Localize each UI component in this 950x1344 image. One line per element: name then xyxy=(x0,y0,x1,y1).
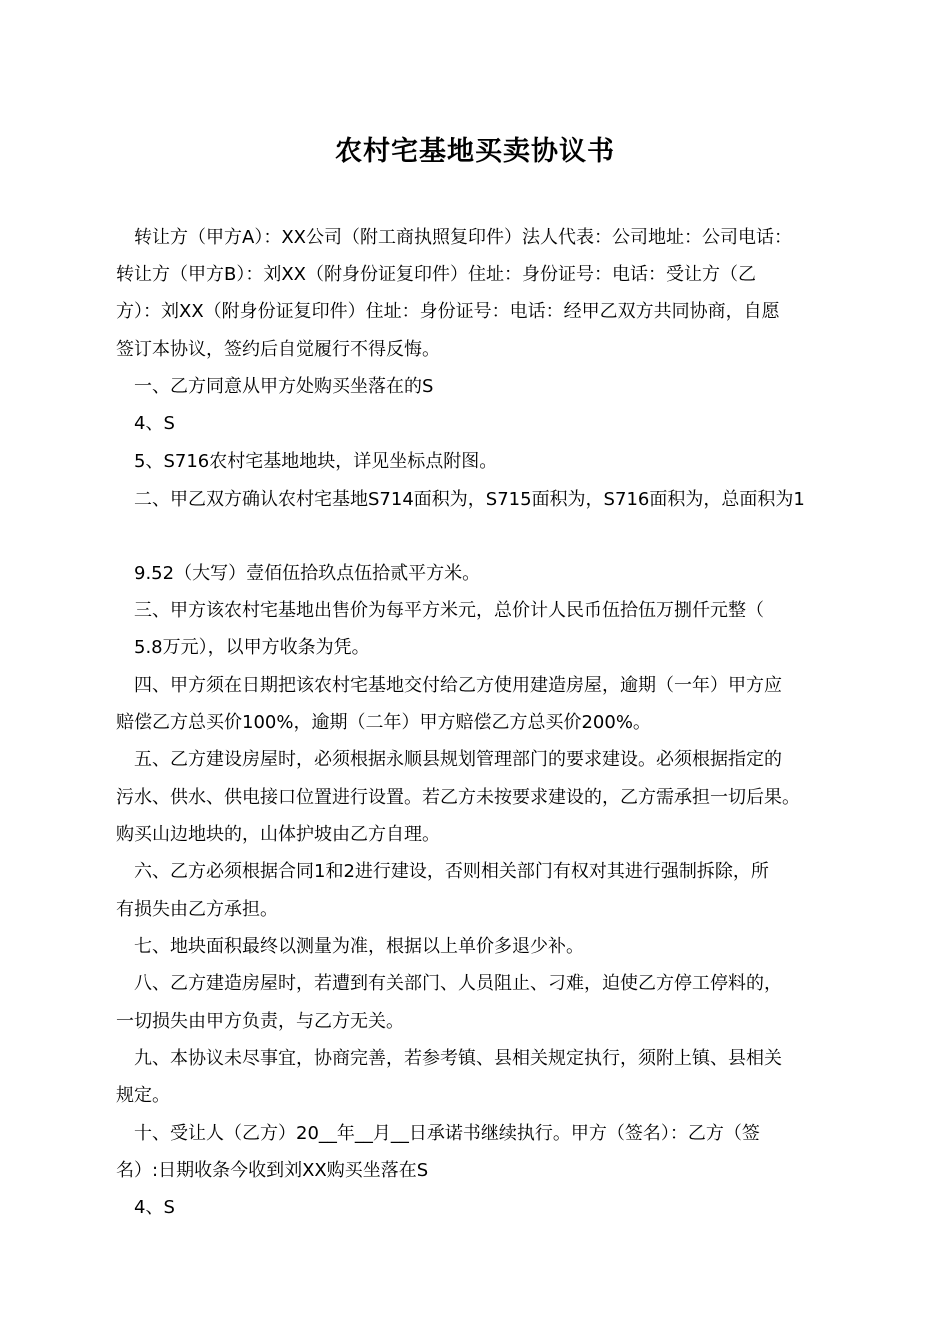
paragraph-line: 有损失由乙方承担。 xyxy=(116,899,278,920)
paragraph-line: 二、甲乙双方确认农村宅基地S714面积为，S715面积为，S716面积为，总面积为1 xyxy=(134,489,805,510)
paragraph-line: 购买山边地块的，山体护坡由乙方自理。 xyxy=(116,824,440,845)
paragraph-line: 转让方（甲方A）：XX公司（附工商执照复印件）法人代表：公司地址：公司电话： xyxy=(134,227,792,248)
paragraph-line: 赔偿乙方总买价100%，逾期（二年）甲方赔偿乙方总买价200%。 xyxy=(116,712,651,733)
paragraph-line: 一切损失由甲方负责，与乙方无关。 xyxy=(116,1011,404,1032)
paragraph-line: 七、地块面积最终以测量为准，根据以上单价多退少补。 xyxy=(134,936,584,957)
paragraph-line: 4、S xyxy=(134,413,175,434)
paragraph-line: 一、乙方同意从甲方处购买坐落在的S xyxy=(134,376,434,397)
paragraph-line: 九、本协议未尽事宜，协商完善，若参考镇、县相关规定执行，须附上镇、县相关 xyxy=(134,1048,782,1069)
paragraph-line: 名）:日期收条今收到刘XX购买坐落在S xyxy=(116,1160,429,1181)
paragraph-line: 转让方（甲方B）：刘XX（附身份证复印件）住址：身份证号：电话：受让方（乙 xyxy=(116,264,757,285)
paragraph-line: 六、乙方必须根据合同1和2进行建设，否则相关部门有权对其进行强制拆除，所 xyxy=(134,861,769,882)
paragraph-line: 十、受让人（乙方）20__年__月__日承诺书继续执行。甲方（签名）：乙方（签 xyxy=(134,1123,760,1144)
paragraph-line: 四、甲方须在日期把该农村宅基地交付给乙方使用建造房屋，逾期（一年）甲方应 xyxy=(134,675,782,696)
document-title: 农村宅基地买卖协议书 xyxy=(335,136,615,167)
paragraph-line: 规定。 xyxy=(116,1085,170,1106)
paragraph-line: 9.52（大写）壹佰伍拾玖点伍拾贰平方米。 xyxy=(134,563,481,584)
paragraph-line: 污水、供水、供电接口位置进行设置。若乙方未按要求建设的，乙方需承担一切后果。 xyxy=(116,787,800,808)
paragraph-line: 4、S xyxy=(134,1197,175,1218)
paragraph-line: 五、乙方建设房屋时，必须根据永顺县规划管理部门的要求建设。必须根据指定的 xyxy=(134,749,782,770)
paragraph-line: 方）：刘XX（附身份证复印件）住址：身份证号：电话：经甲乙双方共同协商，自愿 xyxy=(116,301,780,322)
paragraph-line: 八、乙方建造房屋时，若遭到有关部门、人员阻止、刁难，迫使乙方停工停料的， xyxy=(134,973,782,994)
paragraph-line: 签订本协议，签约后自觉履行不得反悔。 xyxy=(116,339,440,360)
paragraph-line: 三、甲方该农村宅基地出售价为每平方米元，总价计人民币伍拾伍万捌仟元整（ xyxy=(134,600,764,621)
paragraph-line: 5.8万元），以甲方收条为凭。 xyxy=(134,637,370,658)
paragraph-line: 5、S716农村宅基地地块，详见坐标点附图。 xyxy=(134,451,498,472)
